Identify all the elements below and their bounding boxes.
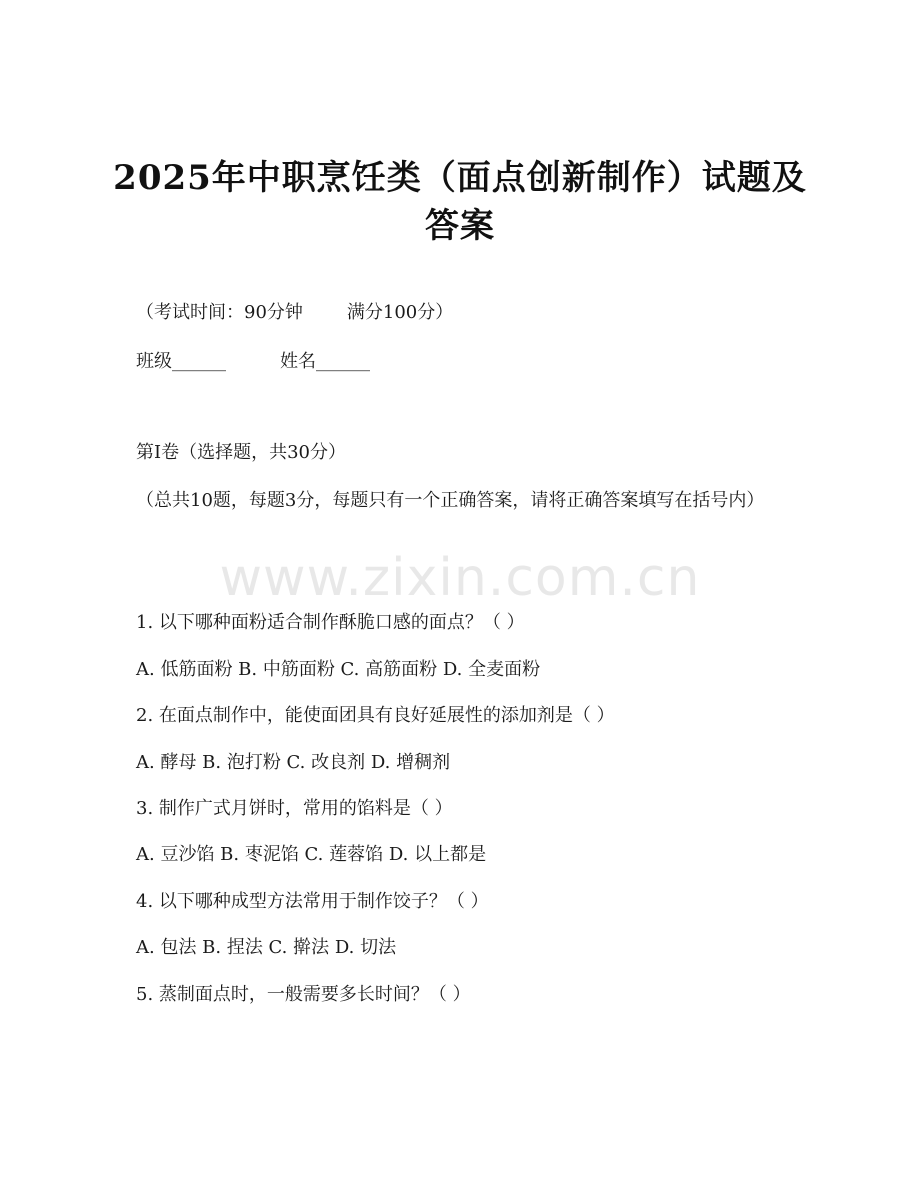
question-3-options: A. 豆沙馅 B. 枣泥馅 C. 莲蓉馅 D. 以上都是 (136, 844, 487, 865)
question-2-stem: 2. 在面点制作中，能使面团具有良好延展性的添加剂是（ ） (136, 705, 615, 726)
exam-full-score: 满分100分） (346, 302, 454, 323)
question-4-options: A. 包法 B. 捏法 C. 擀法 D. 切法 (136, 937, 397, 958)
watermark: www.zixin.com.cn (219, 548, 701, 608)
question-3-stem: 3. 制作广式月饼时，常用的馅料是（ ） (136, 798, 453, 819)
section-instructions: （总共10题，每题3分，每题只有一个正确答案，请将正确答案填写在括号内） (136, 490, 765, 511)
question-2-options: A. 酵母 B. 泡打粉 C. 改良剂 D. 增稠剂 (136, 752, 451, 773)
question-5-stem: 5. 蒸制面点时，一般需要多长时间？（ ） (136, 984, 471, 1005)
name-field: 姓名______ (280, 351, 370, 372)
exam-info (136, 300, 453, 326)
question-4-stem: 4. 以下哪种成型方法常用于制作饺子？（ ） (136, 891, 489, 912)
question-1-options: A. 低筋面粉 B. 中筋面粉 C. 高筋面粉 D. 全麦面粉 (136, 659, 541, 680)
document-title-line-2: 答案 (425, 206, 495, 246)
student-fields (136, 349, 370, 375)
question-1-stem: 1. 以下哪种面粉适合制作酥脆口感的面点？（ ） (136, 612, 525, 633)
document-title-line-1: 2025年中职烹饪类（面点创新制作）试题及 (113, 158, 807, 198)
section-heading: 第Ⅰ卷（选择题，共30分） (136, 442, 347, 463)
class-field: 班级______ (136, 351, 226, 372)
exam-time: （考试时间：90分钟 (136, 302, 303, 323)
